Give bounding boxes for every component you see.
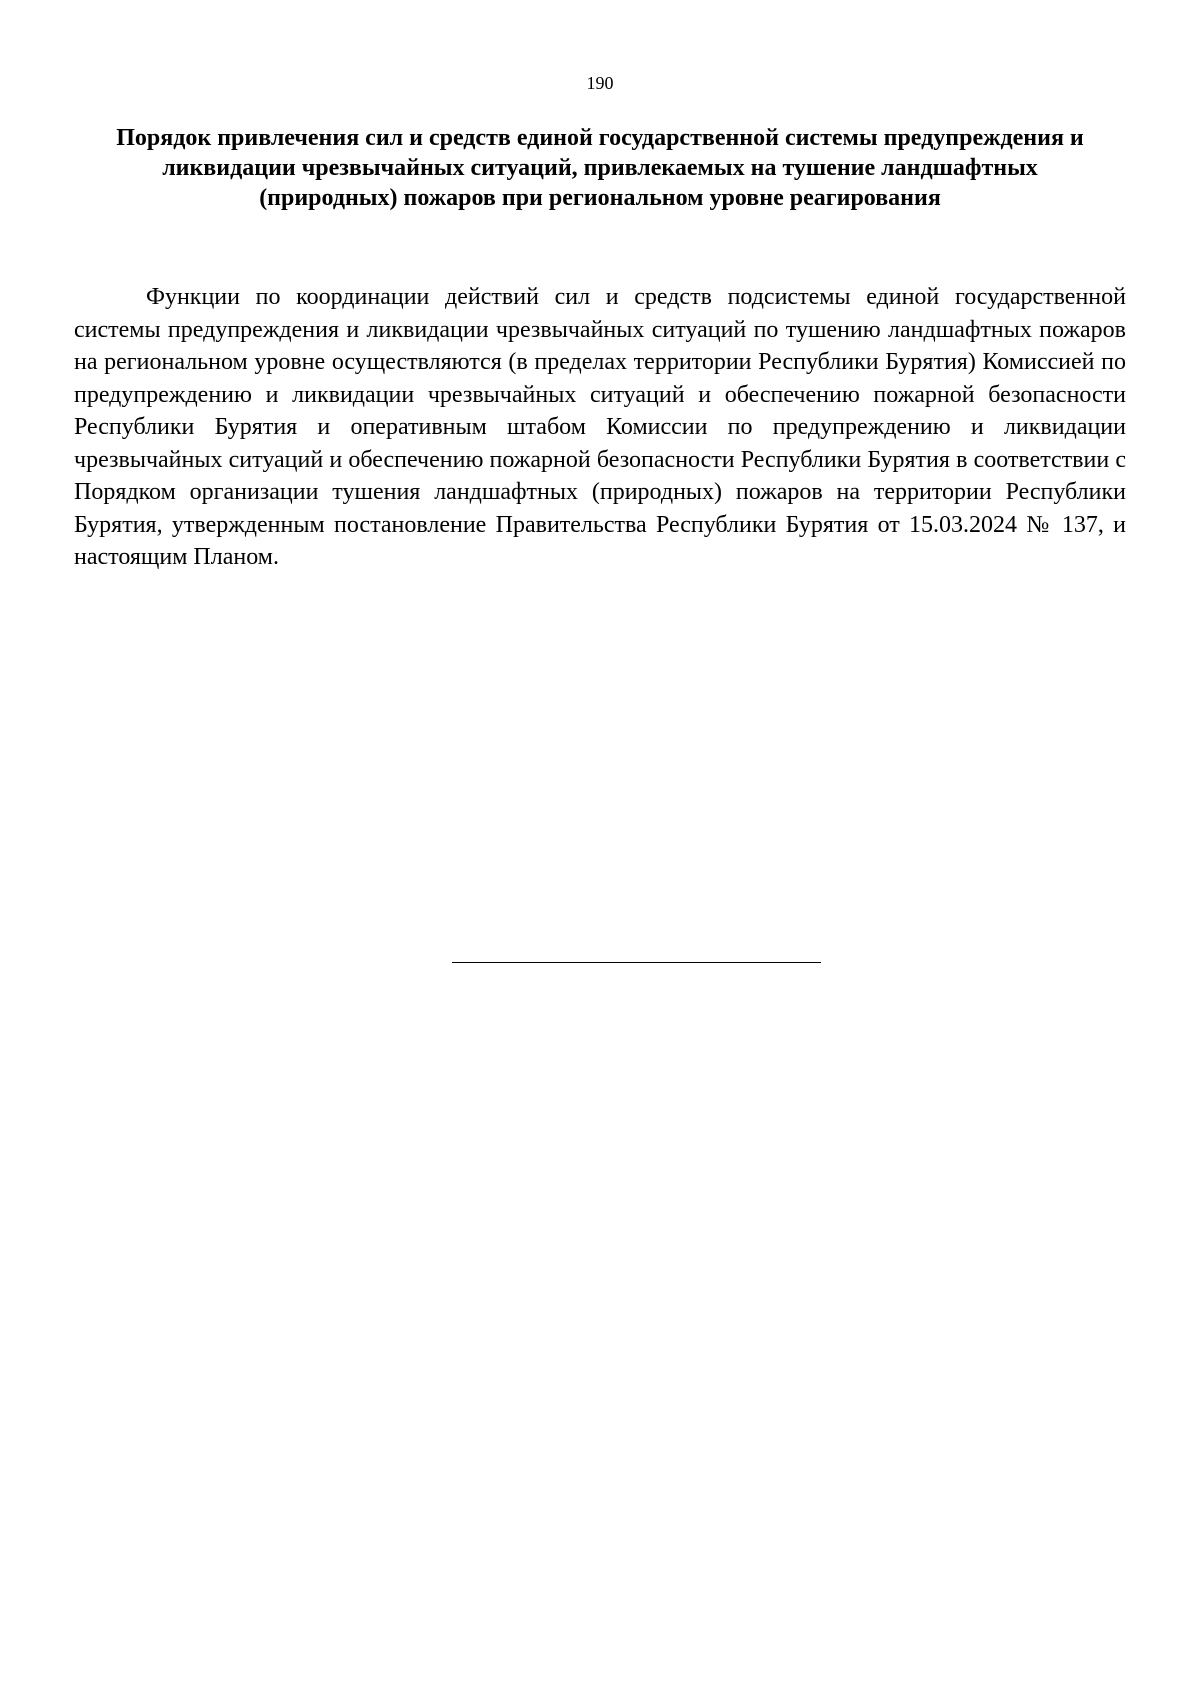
end-divider-line [452, 962, 821, 963]
document-title: Порядок привлечения сил и средств единой государственной системы предупреждения и ликвидации чрезвычайных ситуаций, привлекаемых на тушение ландшафтных (природных) пожаров при региональном уровне реагирования [116, 125, 1084, 211]
body-paragraph: Функции по координации действий сил и средств подсистемы единой государственной системы предупреждения и ликвидации чрезвычайных ситуаций по тушению ландшафтных пожаров на региональном уровне осуществляются (в пределах территории Республики Бурятия) Комиссией по предупреждению и ликвидации чрезвычайных ситуаций и обеспечению пожарной безопасности Республики Бурятия и оперативным штабом Комиссии по предупреждению и ликвидации чрезвычайных ситуаций и обеспечению пожарной безопасности Республики Бурятия в соответствии с Порядком организации тушения ландшафтных (природных) пожаров на территории Республики Бурятия, утвержденным постановление Правительства Республики Бурятия от 15.03.2024 № 137, и настоящим Планом. [74, 284, 1126, 570]
page-number: 190 [586, 73, 614, 93]
